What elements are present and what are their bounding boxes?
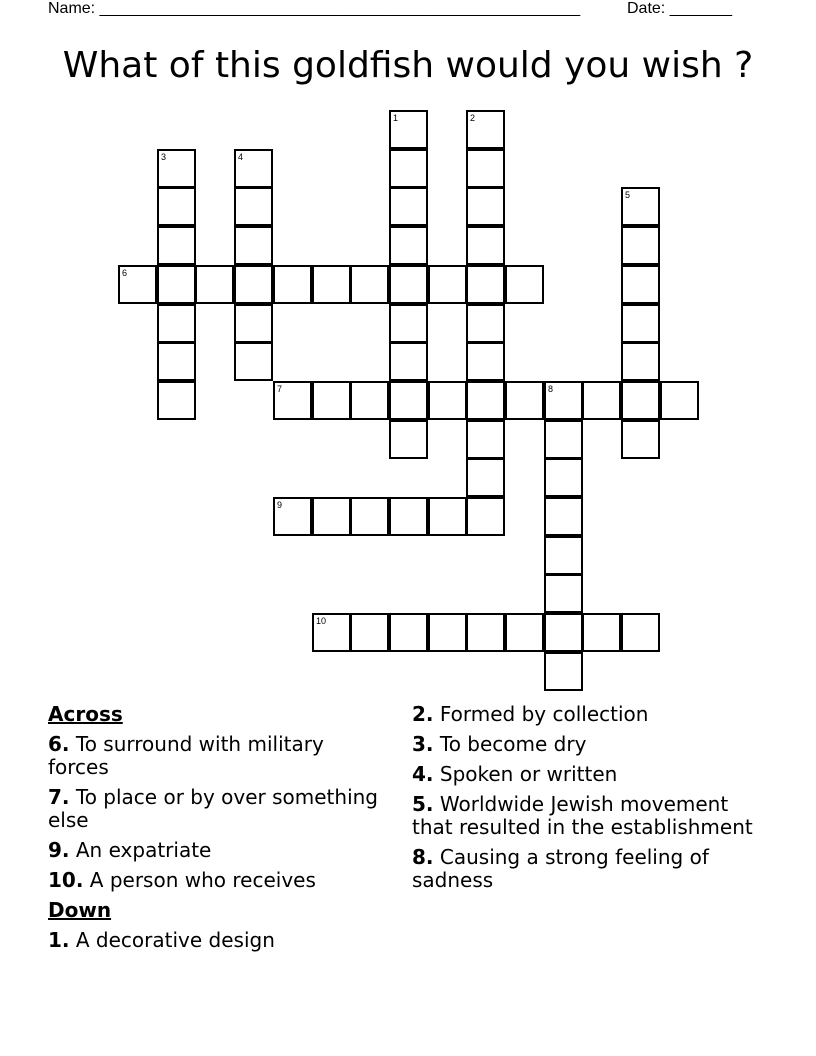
grid-cell[interactable] xyxy=(544,458,583,497)
grid-cell[interactable] xyxy=(505,613,544,652)
grid-cell[interactable] xyxy=(118,265,157,304)
page-title: What of this goldfish would you wish ? xyxy=(62,45,754,86)
grid-cell[interactable] xyxy=(234,226,273,265)
grid-cell[interactable] xyxy=(621,265,660,304)
down-clue-4 xyxy=(412,763,772,786)
across-clue-10 xyxy=(48,869,378,892)
clue-number: 7. xyxy=(48,785,70,809)
grid-cell[interactable] xyxy=(621,304,660,343)
grid-cell[interactable] xyxy=(621,342,660,381)
grid-cell[interactable] xyxy=(621,226,660,265)
grid-cell[interactable] xyxy=(466,149,505,188)
clue-text: An expatriate xyxy=(75,838,212,862)
grid-cell[interactable] xyxy=(389,265,428,304)
grid-cell[interactable] xyxy=(544,381,583,420)
clue-number: 3. xyxy=(412,732,434,756)
clue-text: Formed by collection xyxy=(439,702,649,726)
clue-number: 10. xyxy=(48,868,84,892)
clue-number: 4. xyxy=(412,762,434,786)
grid-cell[interactable] xyxy=(466,187,505,226)
grid-cell[interactable] xyxy=(157,149,196,188)
clue-text: Worldwide Jewish movement that resulted in the establishment xyxy=(412,792,753,839)
clue-text: To become dry xyxy=(439,732,587,756)
grid-cell[interactable] xyxy=(428,265,467,304)
grid-cell[interactable] xyxy=(621,420,660,459)
down-clue-8 xyxy=(412,846,772,892)
grid-cell[interactable] xyxy=(466,110,505,149)
grid-cell[interactable] xyxy=(466,420,505,459)
grid-cell[interactable] xyxy=(544,613,583,652)
grid-cell[interactable] xyxy=(273,265,312,304)
clue-number: 2. xyxy=(412,702,434,726)
across-clue-9 xyxy=(48,839,378,862)
clue-number: 9. xyxy=(48,838,70,862)
cell-number: 1 xyxy=(393,113,399,123)
grid-cell[interactable] xyxy=(428,613,467,652)
clue-text: To surround with military forces xyxy=(48,732,324,779)
grid-cell[interactable] xyxy=(466,265,505,304)
grid-cell[interactable] xyxy=(312,497,351,536)
grid-cell[interactable] xyxy=(621,613,660,652)
grid-cell[interactable] xyxy=(505,381,544,420)
across-heading: Across xyxy=(48,702,123,726)
date-field-line: Date: _______ xyxy=(627,0,732,17)
grid-cell[interactable] xyxy=(466,381,505,420)
cell-number: 8 xyxy=(548,384,554,394)
cell-number: 2 xyxy=(470,113,476,123)
grid-cell[interactable] xyxy=(234,149,273,188)
grid-cell[interactable] xyxy=(389,187,428,226)
grid-cell[interactable] xyxy=(312,265,351,304)
clue-text: Causing a strong feeling of sadness xyxy=(412,845,709,892)
grid-cell[interactable] xyxy=(157,342,196,381)
grid-cell[interactable] xyxy=(350,381,389,420)
clue-text: To place or by over something else xyxy=(48,785,379,832)
down-clue-5 xyxy=(412,793,772,839)
grid-cell[interactable] xyxy=(389,497,428,536)
grid-cell[interactable] xyxy=(621,381,660,420)
grid-cell[interactable] xyxy=(389,110,428,149)
clue-number: 1. xyxy=(48,928,70,952)
grid-cell[interactable] xyxy=(544,652,583,691)
grid-cell[interactable] xyxy=(157,187,196,226)
across-clue-6 xyxy=(48,733,378,779)
clue-number: 5. xyxy=(412,792,434,816)
grid-cell[interactable] xyxy=(350,613,389,652)
grid-cell[interactable] xyxy=(350,265,389,304)
down-heading: Down xyxy=(48,898,112,922)
grid-cell[interactable] xyxy=(389,381,428,420)
grid-cell[interactable] xyxy=(157,226,196,265)
grid-cell[interactable] xyxy=(466,458,505,497)
down-clue-2 xyxy=(412,703,772,726)
clues-left-column xyxy=(48,703,378,959)
clue-number: 8. xyxy=(412,845,434,869)
cell-number: 6 xyxy=(122,268,128,278)
cell-number: 4 xyxy=(238,152,244,162)
grid-cell[interactable] xyxy=(234,304,273,343)
grid-cell[interactable] xyxy=(582,613,621,652)
grid-cell[interactable] xyxy=(312,613,351,652)
grid-cell[interactable] xyxy=(505,265,544,304)
cell-number: 10 xyxy=(316,616,327,626)
grid-cell[interactable] xyxy=(312,381,351,420)
grid-cell[interactable] xyxy=(350,497,389,536)
grid-cell[interactable] xyxy=(544,536,583,575)
grid-cell[interactable] xyxy=(389,226,428,265)
grid-cell[interactable] xyxy=(428,497,467,536)
grid-cell[interactable] xyxy=(621,187,660,226)
grid-cell[interactable] xyxy=(195,265,234,304)
grid-cell[interactable] xyxy=(660,381,699,420)
grid-cell[interactable] xyxy=(389,613,428,652)
grid-cell[interactable] xyxy=(157,304,196,343)
grid-cell[interactable] xyxy=(273,381,312,420)
down-clue-3 xyxy=(412,733,772,756)
grid-cell[interactable] xyxy=(544,497,583,536)
grid-cell[interactable] xyxy=(234,342,273,381)
grid-cell[interactable] xyxy=(157,381,196,420)
grid-cell[interactable] xyxy=(389,149,428,188)
grid-cell[interactable] xyxy=(273,497,312,536)
grid-cell[interactable] xyxy=(544,574,583,613)
grid-cell[interactable] xyxy=(466,342,505,381)
name-field-line: Name: ______________________________________________________ xyxy=(48,0,581,17)
grid-cell[interactable] xyxy=(234,187,273,226)
across-clue-7 xyxy=(48,786,378,832)
cell-number: 5 xyxy=(625,190,631,200)
grid-cell[interactable] xyxy=(544,420,583,459)
grid-cell[interactable] xyxy=(466,304,505,343)
clue-number: 6. xyxy=(48,732,70,756)
grid-cell[interactable] xyxy=(466,226,505,265)
down-clue-1 xyxy=(48,929,378,952)
grid-cell[interactable] xyxy=(389,342,428,381)
clue-text: A decorative design xyxy=(75,928,275,952)
grid-cell[interactable] xyxy=(389,420,428,459)
grid-cell[interactable] xyxy=(389,304,428,343)
clue-text: A person who receives xyxy=(89,868,316,892)
grid-cell[interactable] xyxy=(466,613,505,652)
cell-number: 3 xyxy=(161,152,167,162)
grid-cell[interactable] xyxy=(157,265,196,304)
clue-text: Spoken or written xyxy=(439,762,618,786)
grid-cell[interactable] xyxy=(582,381,621,420)
grid-cell[interactable] xyxy=(234,265,273,304)
cell-number: 7 xyxy=(277,384,283,394)
grid-cell[interactable] xyxy=(466,497,505,536)
clues-right-column xyxy=(412,703,772,899)
grid-cell[interactable] xyxy=(428,381,467,420)
cell-number: 9 xyxy=(277,500,283,510)
